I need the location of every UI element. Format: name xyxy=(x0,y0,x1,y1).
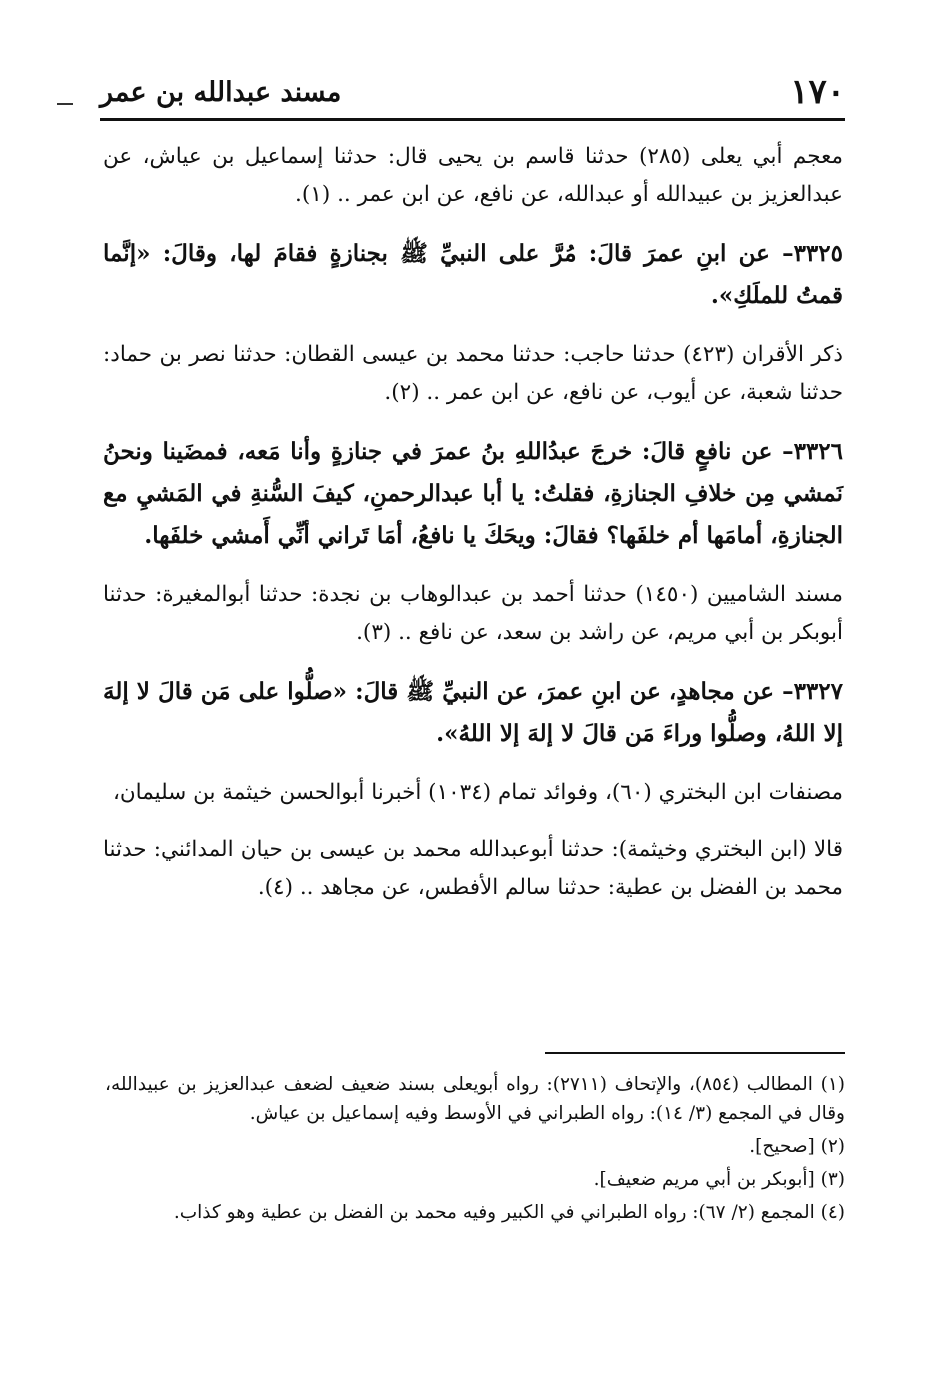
source-paragraph: مسند الشاميين (١٤٥٠) حدثنا أحمد بن عبدالوهاب بن نجدة: حدثنا أبوالمغيرة: حدثنا أبوبكر بن أبي مريم، عن راشد بن سعد، عن نافع .. (٣). xyxy=(103,582,844,645)
footnote-1: (١) المطالب (٨٥٤)، والإتحاف (٢٧١١): رواه أبويعلى بسند ضعيف لضعف عبدالعزيز بن عبيدالله، وقال في المجمع (٣/ ١٤): رواه الطبراني في الأوسط وفيه إسماعيل بن عياش. xyxy=(105,1074,845,1124)
page-number: ١٧٠ xyxy=(790,72,845,112)
running-title: مسند عبدالله بن عمر xyxy=(100,77,342,108)
source-paragraph: ذكر الأقران (٤٢٣) حدثنا حاجب: حدثنا محمد بن عيسى القطان: حدثنا نصر بن حماد: حدثنا شعبة، عن أيوب، عن نافع، عن ابن عمر .. (٢). xyxy=(103,342,843,405)
hadith-3327: ٣٣٢٧– عن مجاهدٍ، عن ابنِ عمرَ، عن النبيِّ ﷺ قالَ: «صلُّوا على مَن قالَ لا إلهَ إلا اللهُ، وصلُّوا وراءَ مَن قالَ لا إلهَ إلا اللهُ». xyxy=(103,678,843,747)
main-text xyxy=(103,138,843,926)
header-rule xyxy=(100,118,845,121)
footnote-rule xyxy=(545,1052,845,1054)
footnote-3: (٣) [أبوبكر بن أبي مريم ضعيف]. xyxy=(593,1169,845,1190)
source-paragraph: مصنفات ابن البختري (٦٠)، وفوائد تمام (١٠٣٤) أخبرنا أبوالحسن خيثمة بن سليمان، xyxy=(112,780,843,805)
source-paragraph: معجم أبي يعلى (٢٨٥) حدثنا قاسم بن يحيى قال: حدثنا إسماعيل بن عياش، عن عبدالعزيز بن عبيدالله أو عبدالله، عن نافع، عن ابن عمر .. (١). xyxy=(103,144,843,207)
margin-mark xyxy=(57,103,73,105)
footnote-2: (٢) [صحيح]. xyxy=(749,1136,845,1157)
source-paragraph: قالا (ابن البختري وخيثمة): حدثنا أبوعبدالله محمد بن عيسى بن حيان المدائني: حدثنا محمد بن الفضل بن عطية: حدثنا سالم الأفطس، عن مجاهد .. (٤). xyxy=(103,837,843,900)
hadith-3325: ٣٣٢٥– عن ابنِ عمرَ قالَ: مُرَّ على النبيِّ ﷺ بجنازةٍ فقامَ لها، وقالَ: «إنَّما قمتُ للملَكِ». xyxy=(103,240,843,309)
page-header xyxy=(100,72,845,116)
footnote-4: (٤) المجمع (٢/ ٦٧): رواه الطبراني في الكبير وفيه محمد بن الفضل بن عطية وهو كذاب. xyxy=(173,1202,845,1223)
footnotes xyxy=(105,1070,845,1231)
hadith-3326: ٣٣٢٦– عن نافعٍ قالَ: خرجَ عبدُاللهِ بنُ عمرَ في جنازةٍ وأنا مَعه، فمضَينا ونحنُ نَمشي مِن خلافِ الجنازةِ، فقلتُ: يا أبا عبدالرحمنِ، كيفَ السُّنةِ في المَشيِ مع الجنازةِ، أمامَها أم خلفَها؟ فقالَ: ويحَكَ يا نافعُ، أمَا تَراني أنِّي أَمشي خلفَها. xyxy=(103,438,843,549)
